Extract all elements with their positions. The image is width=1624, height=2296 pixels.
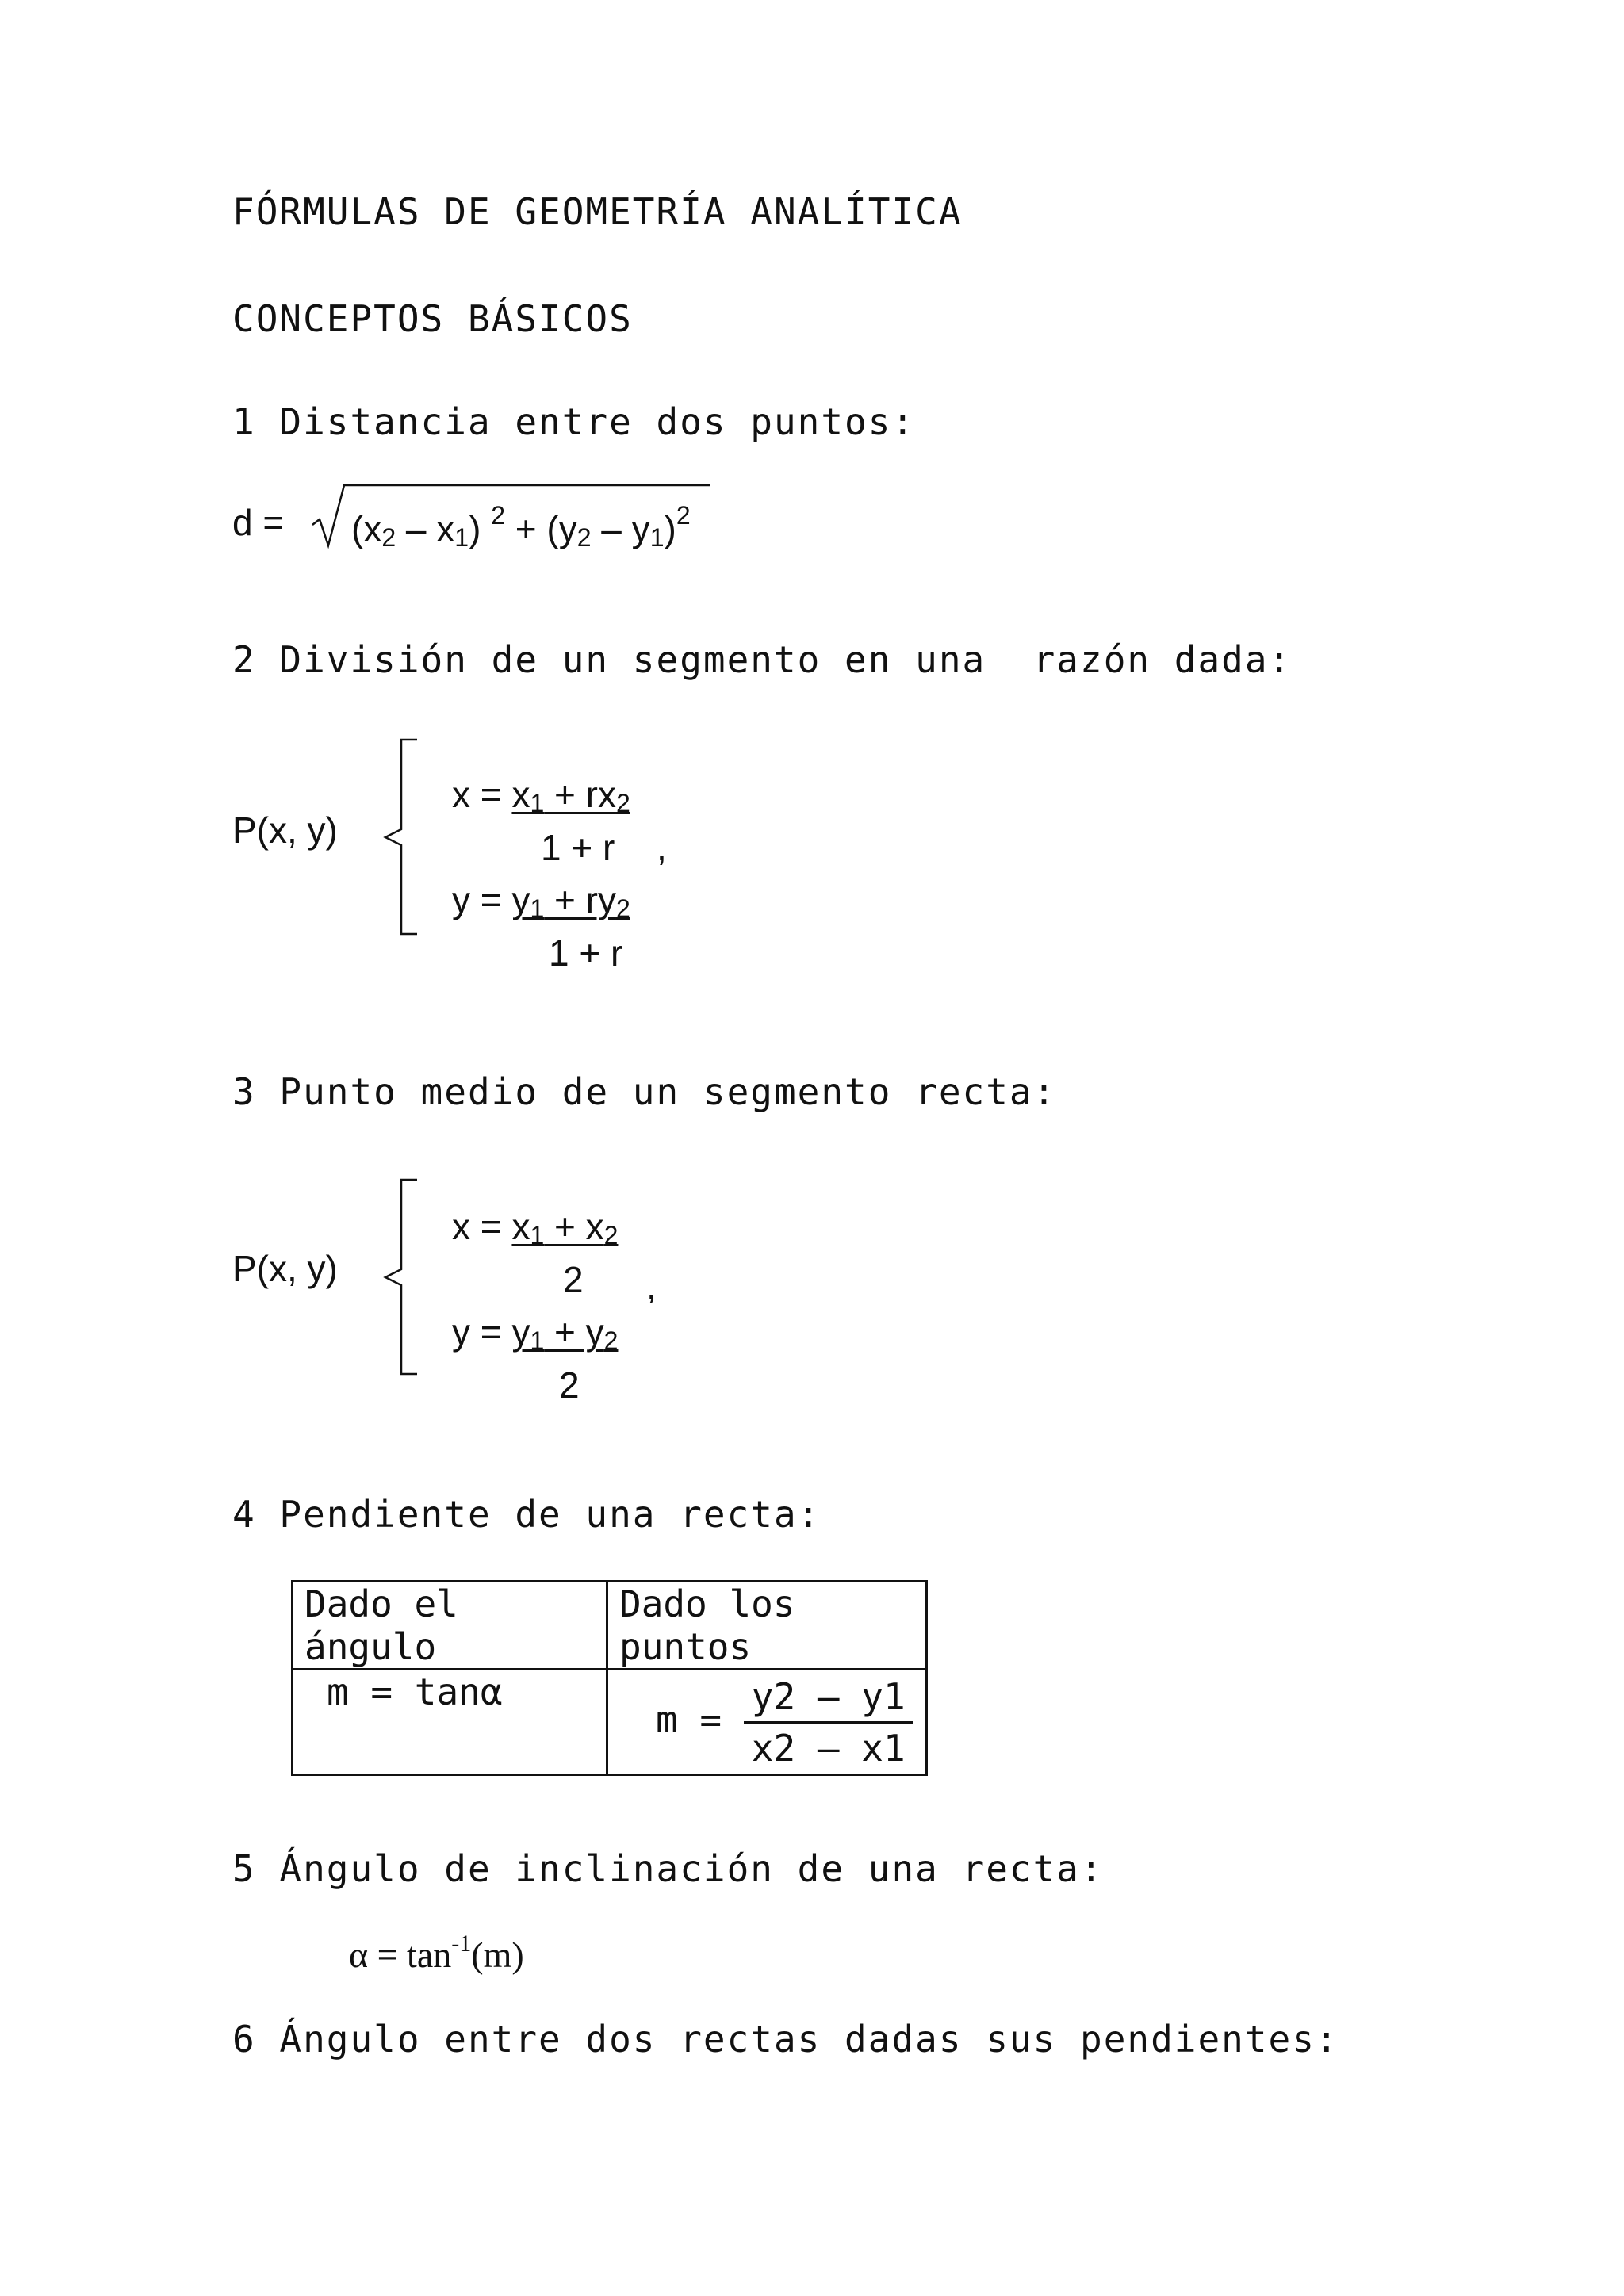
inclination-formula: $\alpha = \tan^{-1}(m)$ xyxy=(349,1931,524,1975)
section-2-heading: 2 División de un segmento en una razón dada: xyxy=(232,638,1293,681)
section-3-heading: 3 Punto medio de un segmento recta: xyxy=(232,1070,1057,1113)
distance-lhs: d = xyxy=(232,502,285,543)
x-midpoint-numerator: x = x1 + x2 xyxy=(452,1206,619,1249)
x-formula-numerator: x = x1 + rx2 xyxy=(452,774,630,817)
y-midpoint-denominator: 2 xyxy=(559,1364,580,1406)
table-row xyxy=(293,1670,927,1775)
left-brace xyxy=(379,1177,427,1377)
section-6-heading: 6 Ángulo entre dos rectas dadas sus pendientes: xyxy=(232,2018,1339,2061)
section-group-title: CONCEPTOS BÁSICOS xyxy=(232,297,633,340)
slope-fraction xyxy=(744,1675,914,1770)
point-label: P(x, y) xyxy=(232,1248,338,1289)
y-midpoint-numerator: y = y1 + y2 xyxy=(452,1311,619,1355)
point-label: P(x, y) xyxy=(232,809,338,851)
points-formula-cell xyxy=(607,1670,927,1775)
slope-lhs: m = xyxy=(656,1697,722,1741)
distance-radicand: (x2 – x1) $^2$ + (y2 – y1)$^2$ xyxy=(351,501,691,552)
section-1-heading: 1 Distancia entre dos puntos: xyxy=(232,400,916,443)
section-4-heading: 4 Pendiente de una recta: xyxy=(232,1493,822,1536)
left-brace xyxy=(379,737,427,937)
x-formula-denominator: 1 + r xyxy=(541,827,615,868)
formula-comma: , xyxy=(657,827,667,868)
slope-table xyxy=(291,1580,928,1776)
table-header-row xyxy=(293,1582,927,1670)
section-5-heading: 5 Ángulo de inclinación de una recta: xyxy=(232,1847,1104,1890)
formula-comma: , xyxy=(646,1265,657,1307)
y-formula-denominator: 1 + r xyxy=(549,932,623,974)
header-cell-angle: Dado el ángulo xyxy=(293,1582,607,1670)
document-title: FÓRMULAS DE GEOMETRÍA ANALÍTICA xyxy=(232,190,963,233)
y-formula-numerator: y = y1 + ry2 xyxy=(452,879,630,923)
x-midpoint-denominator: 2 xyxy=(563,1259,584,1300)
header-cell-points: Dado los puntos xyxy=(607,1582,927,1670)
slope-denominator: x2 – x1 xyxy=(751,1726,906,1770)
slope-numerator: y2 – y1 xyxy=(744,1675,914,1724)
angle-formula-cell: m = tanα xyxy=(293,1670,607,1775)
